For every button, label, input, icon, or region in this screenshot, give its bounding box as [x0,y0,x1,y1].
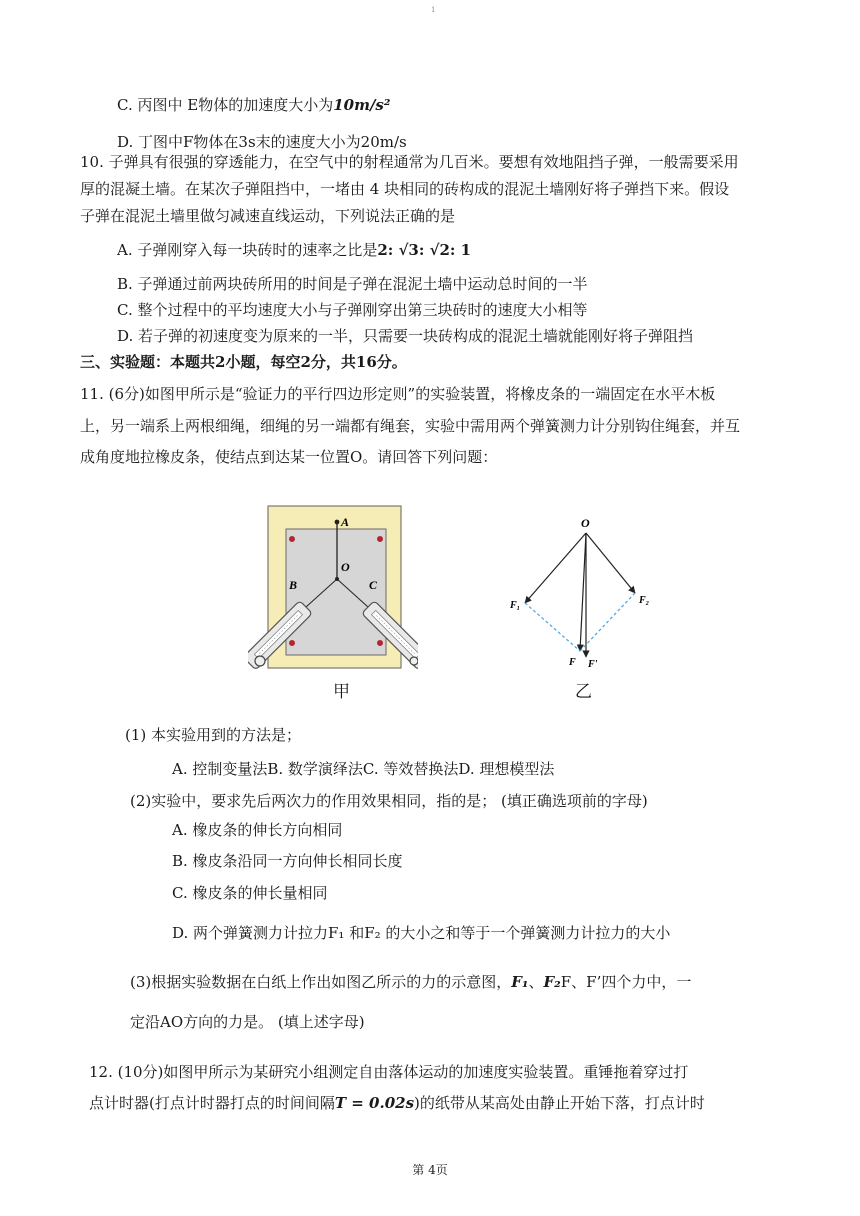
q11-stem-line1: 11. (6分)如图甲所示是“验证力的平行四边形定则”的实验装置，将橡皮条的一端固定在水平木板 [80,385,716,403]
q11-part3-line1: (3)根据实验数据在白纸上作出如图乙所示的力的示意图，F₁、F₂F、F’四个力中，一 [130,973,692,991]
q11-stem-line3: 成角度地拉橡皮条，使结点到达某一位置O。请回答下列问题： [80,448,498,466]
caption-jia: 甲 [333,682,350,702]
label-b: B [289,578,298,592]
q9-option-d: D. 丁图中F物体在3s末的速度大小为20m/s [117,133,407,151]
white-paper [286,529,386,655]
ring-right [410,657,418,665]
q10-option-d: D. 若子弹的初速度变为原来的一半，只需要一块砖构成的混泥土墙就能刚好将子弹阻挡 [117,327,694,345]
point-a [335,520,340,525]
section-3-heading: 三、实验题：本题共2小题，每空2分，共16分。 [80,353,407,371]
q9-c-formula: 10m/s² [333,96,391,114]
pin-bottom-right [377,640,383,646]
q11-f1-symbol: F₁ [511,973,529,991]
q10-option-c: C. 整个过程中的平均速度大小与子弹刚穿出第三块砖时的速度大小相等 [117,301,588,319]
q12-stem-line2: 点计时器(打点计时器打点的时间间隔T = 0.02s)的纸带从某高处由静止开始下落，打点计时 [89,1094,705,1112]
q11-part3-line2: 定沿AO方向的力是。 (填上述字母) [130,1013,365,1031]
q10-option-a: A. 子弹刚穿入每一块砖时的速率之比是2: √3: √2: 1 [117,241,472,259]
pin-top-right [377,536,383,542]
q12-formula: T = 0.02s [334,1094,415,1112]
ring-left [255,656,265,666]
q11-part1-options: A. 控制变量法B. 数学演绎法C. 等效替换法D. 理想模型法 [172,760,555,778]
figure-yi [500,515,660,675]
q10-stem-line3: 子弹在混泥土墙里做匀减速直线运动，下列说法正确的是 [80,207,456,225]
q11-part2-option-a: A. 橡皮条的伸长方向相同 [172,821,343,839]
page-number: 第 4页 [412,1163,448,1177]
label-o-yi: O [581,516,590,530]
label-a: A [341,515,350,529]
q10-a-formula: 2: √3: √2: 1 [377,241,472,259]
label-f2: F₂ [639,595,650,606]
q11-part2-option-d: D. 两个弹簧测力计拉力F₁ 和F₂ 的大小之和等于一个弹簧测力计拉力的大小 [172,924,671,942]
page-header-mark: 1 [431,6,436,14]
q11-part2: (2)实验中，要求先后两次力的作用效果相同，指的是； (填正确选项前的字母) [130,792,648,810]
q11-f2-symbol: F₂ [543,973,561,991]
q11-part1: (1) 本实验用到的方法是； [125,726,302,744]
q11-stem-line2: 上，另一端系上两根细绳，细绳的另一端都有绳套，实验中需用两个弹簧测力计分别钩住绳套，并互 [80,417,741,435]
label-o-jia: O [341,560,350,574]
caption-yi: 乙 [575,682,592,702]
parallelogram-side-left [525,603,580,651]
q10-stem-line2: 厚的混凝土墙。在某次子弹阻挡中，一堵由 4 块相同的砖构成的混泥土墙刚好将子弹挡下来。假设 [80,180,730,198]
q12-stem-line1: 12. (10分)如图甲所示为某研究小组测定自由落体运动的加速度实验装置。重锤拖着穿过打 [89,1063,689,1081]
force-f2-arrow [586,533,635,593]
label-c: C [369,578,378,592]
force-f-arrow [580,533,586,651]
knot-o [335,577,339,581]
q9-option-c: C. 丙图中 E物体的加速度大小为10m/s² [117,96,391,114]
label-f-prime: F' [588,659,598,670]
parallelogram-side-right [580,593,635,651]
q11-part2-option-b: B. 橡皮条沿同一方向伸长相同长度 [172,852,403,870]
pin-bottom-left [289,640,295,646]
q11-part2-option-c: C. 橡皮条的伸长量相同 [172,884,328,902]
figure-jia [248,503,418,675]
force-f1-arrow [525,533,586,603]
pin-top-left [289,536,295,542]
label-f1: F₁ [510,600,521,611]
q10-stem-line1: 10. 子弹具有很强的穿透能力，在空气中的射程通常为几百米。要想有效地阻挡子弹，一般需要采用 [80,153,739,171]
label-f: F [569,657,576,668]
q10-option-b: B. 子弹通过前两块砖所用的时间是子弹在混泥土墙中运动总时间的一半 [117,275,588,293]
